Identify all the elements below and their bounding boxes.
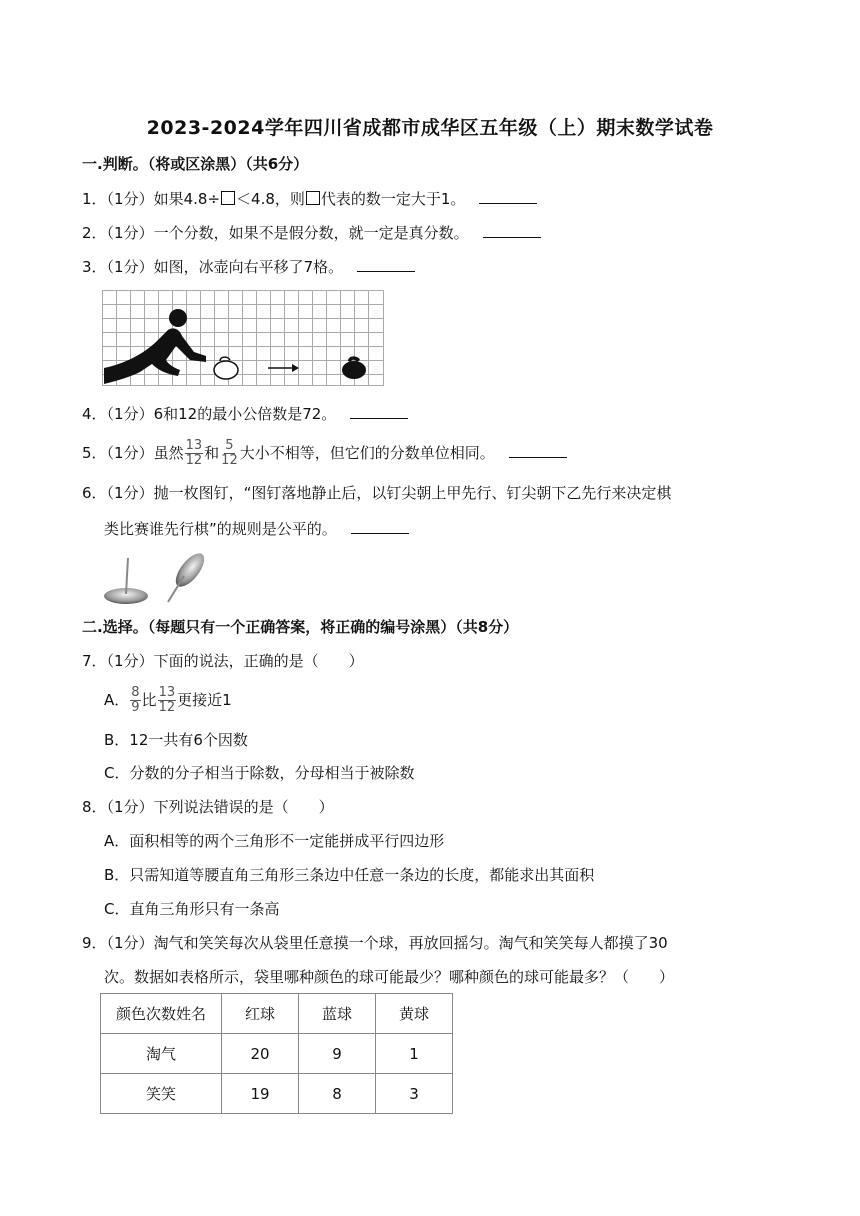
page-title: 2023-2024学年四川省成都市成华区五年级（上）期末数学试卷	[146, 117, 714, 139]
empty-box-icon	[306, 191, 320, 205]
question-4	[82, 403, 408, 425]
question-6	[82, 482, 671, 504]
table-header-cell: 蓝球	[299, 994, 376, 1034]
table-cell: 8	[299, 1074, 376, 1114]
fraction	[130, 686, 140, 715]
table-cell: 20	[222, 1034, 299, 1074]
question-number: 3．	[82, 258, 107, 276]
question-score: （1分）	[106, 190, 154, 208]
question-text: 代表的数一定大于1。	[320, 190, 466, 208]
question-2	[82, 222, 541, 244]
table-header-row	[101, 994, 453, 1034]
question-text: 和	[204, 444, 220, 462]
section-heading-choice: 二.选择。（每题只有一个正确答案，将正确的编号涂黑）（共8分）	[82, 618, 519, 636]
arrow-right-icon	[268, 364, 299, 372]
fraction-denominator: 12	[158, 700, 176, 715]
question-text: 淘气和笑笑每次从袋里任意摸一个球，再放回摇匀。淘气和笑笑每人都摸了30	[153, 934, 668, 952]
table-header-cell: 黄球	[376, 994, 453, 1034]
question-score: （1分）	[106, 224, 154, 242]
option-8a[interactable]: A．面积相等的两个三角形不一定能拼成平行四边形	[104, 832, 445, 850]
fraction-numerator: 13	[185, 438, 203, 453]
question-text: 下面的说法，正确的是（ ）	[153, 652, 364, 670]
question-text: 虽然	[153, 444, 184, 462]
question-6-continued	[104, 518, 409, 540]
table-cell: 淘气	[101, 1034, 222, 1074]
fraction	[158, 686, 177, 715]
question-score: （1分）	[106, 652, 154, 670]
curling-grid-figure	[102, 290, 384, 386]
question-3	[82, 256, 415, 278]
option-text: 比	[141, 691, 157, 709]
fraction-numerator: 13	[158, 685, 176, 700]
question-text: 类比赛谁先行棋”的规则是公平的。	[104, 520, 337, 538]
section-heading-judgement: 一.判断。（将或区涂黑）（共6分）	[82, 155, 309, 173]
option-8c[interactable]: C．直角三角形只有一条高	[104, 900, 280, 918]
question-score: （1分）	[106, 798, 154, 816]
table-row	[101, 1074, 453, 1114]
question-number: 6．	[82, 484, 107, 502]
question-7	[82, 650, 364, 672]
question-score: （1分）	[106, 934, 154, 952]
fraction-denominator: 12	[185, 453, 203, 468]
question-number: 4．	[82, 405, 107, 423]
fraction-denominator: 12	[221, 453, 238, 468]
question-text: 大小不相等，但它们的分数单位相同。	[239, 444, 495, 462]
question-9-continued: 次。数据如表格所示，袋里哪种颜色的球可能最少？哪种颜色的球可能最多？（ ）	[104, 968, 675, 986]
question-text: 如图，冰壶向右平移了7格。	[153, 258, 344, 276]
fraction	[185, 439, 204, 468]
question-5	[82, 437, 567, 469]
table-header-cell: 颜色次数姓名	[101, 994, 222, 1034]
option-text: 更接近1	[177, 691, 232, 709]
question-text: 一个分数，如果不是假分数，就一定是真分数。	[153, 224, 469, 242]
answer-blank[interactable]	[350, 404, 408, 419]
question-number: 9．	[82, 934, 107, 952]
question-1	[82, 188, 537, 210]
option-7b[interactable]: B．12一共有6个因数	[104, 731, 248, 749]
question-score: （1分）	[106, 484, 154, 502]
thumbtack-point-up-icon	[104, 558, 148, 604]
question-number: 8．	[82, 798, 107, 816]
answer-blank[interactable]	[479, 189, 537, 204]
fraction-denominator: 9	[131, 700, 140, 715]
question-text: 抛一枚图钉，“图钉落地静止后，以钉尖朝上甲先行、钉尖朝下乙先行来决定棋	[153, 484, 672, 502]
filled-curling-stone-icon	[342, 356, 366, 379]
answer-blank[interactable]	[483, 223, 541, 238]
question-score: （1分）	[106, 444, 154, 462]
answer-blank[interactable]	[357, 257, 415, 272]
question-number: 5．	[82, 444, 107, 462]
fraction-numerator: 5	[225, 438, 234, 453]
table-cell: 3	[376, 1074, 453, 1114]
ball-count-table	[100, 993, 453, 1114]
table-header-cell: 红球	[222, 994, 299, 1034]
empty-box-icon	[221, 191, 235, 205]
question-score: （1分）	[106, 258, 154, 276]
question-number: 2．	[82, 224, 107, 242]
table-cell: 1	[376, 1034, 453, 1074]
question-text: ＜4.8，则	[236, 190, 305, 208]
table-cell: 19	[222, 1074, 299, 1114]
question-text: 下列说法错误的是（ ）	[153, 798, 334, 816]
fraction-numerator: 8	[131, 685, 140, 700]
option-8b[interactable]: B．只需知道等腰直角三角形三条边中任意一条边的长度，都能求出其面积	[104, 866, 595, 884]
question-score: （1分）	[106, 405, 154, 423]
option-7c[interactable]: C．分数的分子相当于除数，分母相当于被除数	[104, 764, 415, 782]
question-8	[82, 796, 334, 818]
answer-blank[interactable]	[509, 443, 567, 458]
fraction	[220, 439, 239, 468]
question-number: 1．	[82, 190, 107, 208]
thumbtack-point-down-icon	[168, 549, 209, 602]
question-text: 6和12的最小公倍数是72。	[153, 405, 337, 423]
table-cell: 笑笑	[101, 1074, 222, 1114]
thumbtack-figure	[102, 548, 214, 608]
option-label: A．	[104, 691, 130, 709]
option-7a[interactable]	[104, 684, 232, 716]
table-row	[101, 1034, 453, 1074]
answer-blank[interactable]	[351, 519, 409, 534]
question-text: 如果4.8÷	[153, 190, 221, 208]
question-9	[82, 932, 668, 954]
table-cell: 9	[299, 1034, 376, 1074]
question-number: 7．	[82, 652, 107, 670]
